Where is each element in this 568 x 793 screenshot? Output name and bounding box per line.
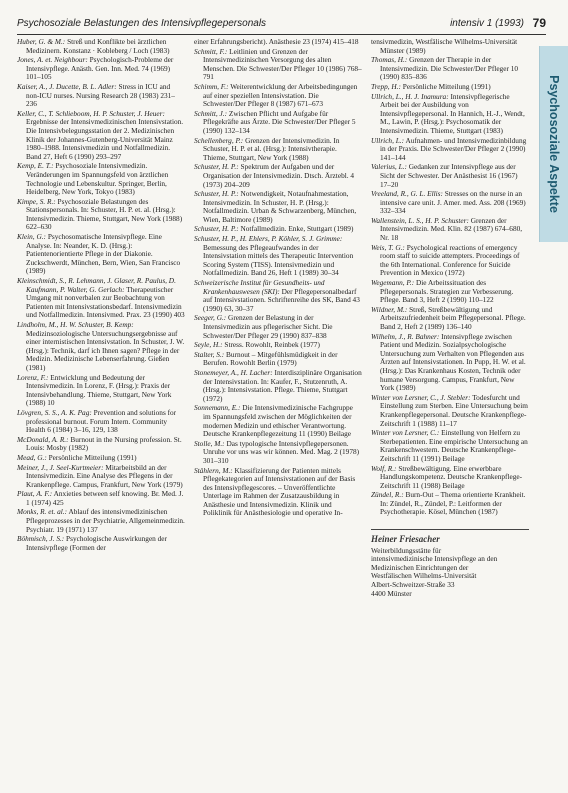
- reference-text: Zwischen Pflicht und Aufgabe für Pflegekräfte aus Ärzte. Die Schwester/Der Pfleger 5 (1990) 132–134: [203, 108, 356, 135]
- reference-authors: Winter von Lersner, C., J. Stebler:: [371, 392, 471, 402]
- reference-authors: Vreeland, R., G. L. Ellis:: [371, 189, 443, 199]
- reference-text: Stress in ICU and non-ICU nurses. Nursing Research 28 (1983) 231–236: [26, 81, 175, 109]
- reference-entry: [371, 394, 529, 428]
- reference-text: Therapeutischer Umgang mit nonverbalen zur Beobachtung von Patienten mit Intensivstationsbedarf. Intensivmedizin und Notfallmedizin. Intensivmed. Prax. 23 (1990) 403: [26, 284, 185, 320]
- reference-text: Psychosomatische Intensivpflege. Eine Analyse. In: Neander, K. D. (Hrsg.): Patientenorientierte Pflege in der Diakonie. Zuckschwerdt, München, Bern, Wien, San Francisco (1989): [26, 232, 181, 276]
- author-address-box: [371, 529, 529, 598]
- reference-text: Medizinsoziologische Untersuchungsergebnisse auf einer internistischen Intensivstation. In Schuster, J. W. (Hrsg.): Technik, darf ich Ihnen sagen? Pflege in der Medizin. Medizinische Lebenserfahrung. Gießen (1981): [26, 328, 185, 372]
- reference-authors: Mead, G.:: [17, 452, 47, 462]
- reference-authors: Seeger, G.:: [194, 313, 227, 323]
- reference-authors: Plaut, A. F.:: [17, 489, 53, 499]
- reference-authors: Stolle, M.:: [194, 438, 225, 448]
- reference-text: einer Erfahrungsbericht). Anästhesie 23 (1974) 415–418: [194, 37, 359, 46]
- reference-entry: [194, 38, 362, 47]
- reference-entry: [194, 190, 362, 224]
- reference-text: Weiterentwicklung der Arbeitsbedingungen auf einer speziellen Intensivstation. Die Schwester/Der Pfleger 8 (1987) 671–673: [203, 81, 358, 109]
- reference-authors: Wolf, R.:: [371, 463, 397, 473]
- reference-column-3: [371, 38, 529, 598]
- reference-authors: Schweizerische Institut für Gesundheits- und Krankenhauswesen (SKI):: [194, 278, 325, 296]
- reference-entry: [194, 137, 362, 163]
- reference-text: Psychologisch-Probleme der Intensivpflege. Anästh. Gen. Inn. Med. 74 (1969) 101–105: [26, 55, 174, 82]
- reference-entry: [17, 321, 185, 373]
- reference-authors: Kleinschmidt, S., R. Lehmann, J. Glaser, R. Paulus, D. Kaufmann, P. Walter, G. Gerlach:: [17, 276, 176, 294]
- reference-entry: [17, 409, 185, 435]
- reference-entry: [194, 369, 362, 403]
- reference-entry: [194, 351, 362, 368]
- reference-entry: [17, 508, 185, 534]
- reference-text: Streß und Konflikte bei ärztlichen Medizinern. Konstanz · Kobleberg / Loch (1983): [26, 37, 170, 55]
- reference-entry: [194, 440, 362, 466]
- reference-text: Psychosoziale Belastungen des Stationspersonals. In: Schuster, H. P. et. al. (Hrsg.): Intensivmedizin. Thieme, Stuttgart, New York (1988) 622–630: [26, 196, 183, 232]
- reference-text: Anxieties between self knowing. Br. Med. J. 1 (1974) 425: [26, 489, 184, 507]
- reference-entry: [194, 279, 362, 313]
- reference-authors: Thomas, H.:: [371, 55, 408, 65]
- reference-entry: [17, 162, 185, 196]
- reference-entry: [371, 56, 529, 82]
- reference-text: Stresses on the nurse in an intensive care unit. J. Amer. med. Ass. 208 (1969) 332–334: [380, 189, 526, 216]
- reference-authors: Klein, G.:: [17, 232, 46, 242]
- reference-entry: [17, 110, 185, 162]
- reference-authors: Schmitt, J.:: [194, 108, 228, 118]
- reference-authors: Stählern, M.:: [194, 465, 233, 475]
- reference-authors: McDonald, A. R.:: [17, 434, 69, 444]
- reference-text: Grenzen der Therapie in der Intensivmedizin. Die Schwester/Der Pfleger 10 (1990) 835–836: [380, 55, 518, 82]
- reference-authors: Stalter, S.:: [194, 349, 225, 359]
- reference-authors: Wegemann, P.:: [371, 278, 415, 288]
- reference-text: Ergebnisse der Intensivmedizinischen Intensivstation. Die Intensivbelegungsstation der 2. Medizinischen Klinik der Johannes-Gutenberg-Universität Mainz 1980–1988. Intensivmedizin und Notfallmedizin. Band 27, Heft 6 (1990) 293–297: [26, 117, 184, 161]
- reference-entry: [194, 467, 362, 519]
- address-line: Westfälischen Wilhelms-Universität: [371, 571, 477, 581]
- reference-entry: [194, 225, 362, 234]
- reference-entry: [194, 341, 362, 350]
- reference-authors: Kimpe, S. R.:: [17, 196, 56, 206]
- reference-authors: Böhmisch, J. S.:: [17, 534, 65, 544]
- address-line: 4400 Münster: [371, 588, 412, 598]
- reference-authors: Schellenberg, P.:: [194, 135, 244, 145]
- reference-text: Aufnahmen- und Intensivmedizinbildung in der Praxis. Die Schwester/Der Pfleger 2 (1990) 141–144: [380, 135, 527, 162]
- reference-authors: Ullrich, L.:: [371, 135, 405, 145]
- address-line: Weiterbildungsstätte für: [371, 545, 442, 555]
- reference-text: Psychological reactions of emergency room staff to suicide attempters. Proceedings of the 6th International. Conference for Suicide Prevention in Mexico (1972): [380, 242, 520, 278]
- reference-text: Psychologische Auswirkungen der Intensivpflege (Formen der: [26, 534, 167, 552]
- reference-authors: Schuster, H. P.:: [194, 224, 239, 234]
- reference-text: Intensivpflegerische Arbeit bei der Ausbildung von Intensivpflegepersonal. In Hannich, H.-J., Wendt, M., Lawin, P. (Hrsg.): Psychosomatik der Intensivmedizin. Thieme, Stuttgart (1983): [380, 91, 525, 135]
- reference-entry: [194, 235, 362, 278]
- reference-authors: Winter von Lersner, C.:: [371, 428, 440, 438]
- reference-text: Persönliche Mitteilung (1991): [402, 81, 491, 91]
- reference-text: Bemessung des Pflegeaufwandes in der Intensivstation mittels des Therapeutic Intervention Scoring System (TISS). Intensivmedizin und Notfallmedizin. Band 26, Heft 1 (1989) 30–34: [203, 242, 354, 278]
- reference-text: Burn-Out – Thema orientierte Krankheit. In: Zündel, R., Zündel, P.: Leitformen der Psychotherapie. Kösel, München (1987): [380, 490, 526, 517]
- reference-authors: Meiner, J., J. Seel-Kurtmeier:: [17, 462, 104, 472]
- reference-text: Mitarbeitsbild an der Intensivmedizin. Eine Analyse des Pflegens in der Krankenpflege. Campus, Frankfurt, New York (1979): [26, 462, 183, 489]
- reference-entry: [17, 56, 185, 82]
- reference-text: tensivmedizin, Westfälische Wilhelms-Universität Münster (1989): [371, 37, 518, 55]
- reference-text: Spektrum der Aufgaben und der Organisation der Intensivmedizin. Dtsch. Ärztebl. 4 (1973) 204–209: [203, 162, 355, 189]
- reference-entry: [371, 163, 529, 189]
- reference-entry: [194, 404, 362, 438]
- reference-authors: Lindholm, M., H. W. Schuster, B. Kemp:: [17, 320, 134, 329]
- reference-text: Burnout in the Nursing profession. St. Louis: Mosby (1982): [26, 434, 182, 453]
- address-line: Albert-Schweitzer-Straße 33: [371, 580, 455, 590]
- reference-authors: Keller, C., T. Schlieboom, H. P. Schuster, J. Heuer:: [17, 108, 165, 118]
- reference-text: Prevention and solutions for professional burnout. Forum Intern. Community Health 6 (1984) 3–16, 129, 138: [26, 407, 177, 435]
- reference-authors: Stonemeyer, A., H. Lacher:: [194, 367, 273, 377]
- reference-entry: [194, 48, 362, 82]
- reference-entry: [17, 83, 185, 109]
- reference-column-1: [17, 38, 185, 553]
- reference-entry: [17, 233, 185, 276]
- reference-authors: Wilhelm, J., R. Bahner:: [371, 331, 440, 341]
- reference-text: Intensivpflege zwischen Patient und Medizin. Sozialpsychologische Untersuchung zum Verhalten von Pflegenden aus Ärzten auf Intensivstationen. In Pupp, H. W. et al. (Hrsg.): Das Krankenhaus Kosten, Technik oder humane Versorgung. Campus, Frankfurt, New York (1989): [380, 331, 526, 393]
- reference-authors: Jones, A. et. Neighbour:: [17, 55, 88, 65]
- section-tab: [539, 46, 568, 242]
- reference-text: Das typologische Intensivpflegepersonen. Unruhe vor uns was wir können. Med. Mag. 2 (1978) 301–310: [203, 438, 360, 465]
- reference-authors: Schmitt, F.:: [194, 46, 228, 56]
- reference-entry: [371, 465, 529, 491]
- reference-text: Todesfurcht und Einstellung zum Sterben. Eine Untersuchung beim Krankenpflegepersonal. Deutsche Krankenpflege-Zeitschrift 1 (1988) 11–17: [380, 392, 528, 428]
- section-tab-label: Psychosoziale Aspekte: [547, 75, 561, 213]
- running-title: Psychosoziale Belastungen des Intensivpflegepersonals: [17, 18, 267, 29]
- reference-text: Entwicklung und Bedeutung der Intensivmedizin. In Lorenz, F. (Hrsg.): Praxis der Intensivbehandlung. Thieme, Stuttgart, New York (1988) 10: [26, 372, 172, 408]
- reference-text: Die Intensivmedizinische Fachgruppe im Spannungsfeld zwischen der Möglichkeiten der modernen Medizin und ethischer Verantwortung. Deutsche Krankenpflegezeitung 11 (1990) Beilage: [203, 403, 353, 439]
- reference-entry: [371, 38, 529, 55]
- reference-entry: [194, 163, 362, 189]
- reference-authors: Schuster, H. P.:: [194, 162, 239, 172]
- reference-entry: [371, 279, 529, 305]
- reference-entry: [371, 217, 529, 243]
- author-name: Heiner Friesacher: [371, 534, 440, 545]
- reference-authors: Huber, G. & M.:: [17, 37, 66, 46]
- reference-authors: Zündel, R.:: [371, 490, 404, 500]
- journal-issue: intensiv 1 (1993): [450, 18, 524, 29]
- reference-entry: [17, 436, 185, 453]
- reference-authors: Lorenz, F.:: [17, 372, 49, 382]
- reference-entry: [17, 38, 185, 55]
- reference-entry: [17, 535, 185, 552]
- reference-column-2: [194, 38, 362, 519]
- reference-entry: [371, 83, 529, 92]
- reference-text: Grenzen der Intensivmedizin. Med. Klin. 82 (1987) 674–680, Nr. 18: [380, 215, 523, 243]
- reference-entry: [17, 490, 185, 507]
- address-line: Medizinischen Einrichtungen der: [371, 562, 469, 572]
- reference-entry: [371, 244, 529, 278]
- reference-text: Grenzen der Belastung in der Intensivmedizin aus pflegerischer Sicht. Die Schwester/Der Pfleger 29 (1990) 837–838: [203, 313, 333, 340]
- reference-entry: [371, 491, 529, 517]
- reference-entry: [371, 137, 529, 163]
- reference-text: Klassifizierung der Patienten mittels Pflegekategorien auf Intensivstationen auf der Basis des Intensivpflegescores. – Unveröffentlichte Unterlage im Rahmen der Zusatzausbildung in Anästhesie und Intensivmedizin. Klinik und Poliklinik für Anästhesiologie und operative In-: [203, 465, 356, 518]
- page-number: 79: [532, 16, 546, 30]
- reference-text: Burnout – Mitgefühlsmüdigkeit in der Berufen. Rowohlt Berlin (1979): [203, 349, 338, 368]
- reference-authors: Trepp, H.:: [371, 81, 401, 91]
- reference-authors: Monks, R. et. al.:: [17, 507, 68, 517]
- address-line: intensivmedizinische Intensivpflege an den: [371, 554, 498, 564]
- reference-text: Streß, Streßbewältigung und Arbeitszufriedenheit beim Pflegepersonal. Pflege. Band 2, Heft 2 (1989) 136–140: [380, 304, 526, 331]
- reference-authors: Wallenstein, L. S., H. P. Schuster:: [371, 215, 469, 225]
- reference-authors: Sonnemann, E.:: [194, 403, 241, 413]
- reference-entry: [194, 314, 362, 340]
- reference-text: Leitlinien und Grenzen der Intensivmedizinischen Versorgung des alten Menschen. Die Schwester/Der Pfleger 10 (1986) 768–791: [203, 46, 362, 82]
- reference-authors: Ullrich, L., H. J. Inamura:: [371, 91, 449, 101]
- reference-text: Streßbewältigung. Eine erwerbbare Handlungskompetenz. Deutsche Krankenpflege-Zeitschrift 11 (1988) Beilage: [380, 463, 523, 490]
- reference-entry: [194, 83, 362, 109]
- reference-text: Psychosoziale Intensivmedizin. Veränderungen im Spannungsfeld von ärztlichen Technologie und Lebenskultur. Springer, Berlin, Heidelberg, New York, Tokyo (1983): [26, 161, 169, 197]
- reference-text: Notfallmedizin. Enke, Stuttgart (1989): [240, 224, 354, 234]
- reference-text: Interdisziplinäre Organisation der Intensivstation. In: Kaufer, F., Stutzenruth, A. (Hrsg.): Intensivstation. Pflege. Thieme, Stuttgart (1972): [203, 367, 362, 403]
- reference-text: Grenzen der Intensivmedizin. In Schuster, H. P. et al. (Hrsg.): Intensivtherapie. Thieme, Stuttgart, New York (1988): [203, 135, 340, 162]
- reference-text: Die Arbeitssituation des Pflegepersonals. Strategien zur Verbesserung. Pflege. Band 3, Heft 2 (1990) 110–122: [380, 278, 514, 305]
- reference-text: Stress. Rowohlt, Reinbek (1977): [224, 340, 320, 350]
- reference-authors: Wildner, M.:: [371, 304, 408, 314]
- reference-authors: Valerius, L.:: [371, 162, 407, 172]
- reference-authors: Lövgren, S. S., A. K. Pag:: [17, 407, 92, 417]
- reference-entry: [17, 454, 185, 463]
- reference-text: Einstellung von Helfern zu Sterbepatienten. Eine empirische Untersuchung an Krankenschwestern. Deutsche Krankenpflege-Zeitschrift 11 (1991) Beilage: [380, 428, 528, 463]
- reference-entry: [17, 198, 185, 232]
- reference-authors: Schuster, H. P., H. Ehlers, P. Köhler, S. J. Grimme:: [194, 234, 343, 244]
- reference-text: Notwendigkeit, Notaufnahmestation, Intensivmedizin. In Schuster, H. P. (Hrsg.): Notfallmedizin. Urban & Schwarzenberg, München, Wien, Baltimore (1989): [203, 189, 357, 224]
- reference-entry: [17, 374, 185, 408]
- reference-text: Ablauf des intensivmedizinischen Pflegeprozesses in der Psychiatrie, Allgemeinmedizin. Psychiatr. 19 (1971) 137: [26, 507, 185, 534]
- reference-entry: [371, 190, 529, 216]
- reference-entry: [17, 277, 185, 320]
- reference-entry: [194, 110, 362, 136]
- reference-entry: [371, 429, 529, 463]
- reference-entry: [371, 93, 529, 136]
- reference-authors: Kaiser, A., J. Ducette, B. L. Adler:: [17, 81, 117, 91]
- reference-text: Der Pflegepersonalbedarf auf Intensivstationen. Schriftenreihe des SK, Band 43 (1990) 63, 30–37: [203, 286, 360, 313]
- reference-entry: [371, 333, 529, 393]
- reference-entry: [371, 306, 529, 332]
- reference-authors: Weis, T. G.:: [371, 242, 405, 252]
- reference-authors: Seyle, H.:: [194, 340, 223, 350]
- running-header: [17, 14, 546, 35]
- reference-text: Persönliche Mitteilung (1991): [48, 452, 137, 462]
- reference-authors: Kemp, E. T.:: [17, 161, 54, 171]
- reference-authors: Schimm, F.:: [194, 81, 229, 91]
- reference-entry: [17, 464, 185, 490]
- reference-authors: Schuster, H. P.:: [194, 189, 239, 199]
- reference-text: Gedanken zur Intensivpflege aus der Sicht der Schwester. Der Anästhesist 16 (1967) 17–20: [380, 162, 518, 189]
